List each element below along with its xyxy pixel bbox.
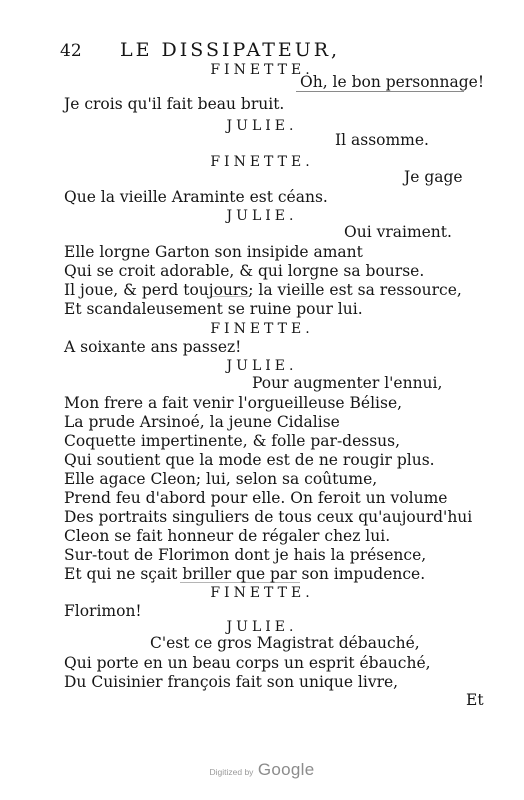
- verse-line: Sur-tout de Florimon dont je hais la présence,: [64, 546, 427, 564]
- verse-line: Florimon!: [64, 602, 142, 620]
- verse-line: Qui porte en un beau corps un esprit ébauché,: [64, 654, 431, 672]
- verse-line: Coquette impertinente, & folle par-dessus,: [64, 432, 401, 450]
- verse-line: Elle lorgne Garton son insipide amant: [64, 243, 363, 261]
- digitized-watermark: [0, 760, 524, 780]
- speaker-label: FINETTE.: [210, 154, 314, 170]
- verse-line: Cleon se fait honneur de régaler chez lui.: [64, 527, 391, 545]
- verse-line: Qui soutient que la mode est de ne rougir plus.: [64, 451, 435, 469]
- running-title: LE DISSIPATEUR,: [120, 39, 341, 61]
- verse-line: Prend feu d'abord pour elle. On feroit un volume: [64, 489, 448, 507]
- watermark-brand: Google: [257, 760, 315, 779]
- verse-line: A soixante ans passez!: [64, 338, 242, 356]
- verse-line: Mon frere a fait venir l'orgueilleuse Bélise,: [64, 394, 403, 412]
- verse-line: Des portraits singuliers de tous ceux qu'aujourd'hui: [64, 508, 473, 526]
- catchword: Et: [466, 691, 484, 709]
- verse-line: Je crois qu'il fait beau bruit.: [64, 95, 285, 113]
- verse-line: Il assomme.: [335, 131, 429, 149]
- verse-line: Il joue, & perd toujours; la vieille est sa ressource,: [64, 281, 462, 299]
- speaker-label: FINETTE.: [210, 62, 314, 78]
- verse-line: Elle agace Cleon; lui, selon sa coûtume,: [64, 470, 378, 488]
- verse-line: Qui se croit adorable, & qui lorgne sa bourse.: [64, 262, 425, 280]
- speaker-label: FINETTE.: [210, 321, 314, 337]
- speaker-label: JULIE.: [226, 358, 298, 374]
- verse-line: Oh, le bon personnage!: [300, 73, 485, 91]
- page-number: 42: [60, 41, 82, 61]
- speaker-label: JULIE.: [226, 118, 298, 134]
- verse-line: Que la vieille Araminte est céans.: [64, 188, 328, 206]
- verse-line: Je gage: [404, 168, 463, 186]
- strike-mark: [296, 91, 464, 92]
- verse-line: Et qui ne sçait briller que par son impudence.: [64, 565, 426, 583]
- verse-line: Du Cuisinier françois fait son unique livre,: [64, 673, 399, 691]
- verse-line: La prude Arsinoé, la jeune Cidalise: [64, 413, 340, 431]
- verse-line: Oui vraiment.: [344, 223, 452, 241]
- verse-line: C'est ce gros Magistrat débauché,: [150, 634, 420, 652]
- strike-mark: [180, 582, 300, 583]
- verse-line: Et scandaleusement se ruine pour lui.: [64, 300, 363, 318]
- speaker-label: FINETTE.: [210, 585, 314, 601]
- watermark-prefix: Digitized by: [209, 767, 254, 777]
- strike-mark: [210, 296, 250, 297]
- speaker-label: JULIE.: [226, 208, 298, 224]
- speaker-label: JULIE.: [226, 619, 298, 635]
- verse-line: Pour augmenter l'ennui,: [252, 374, 443, 392]
